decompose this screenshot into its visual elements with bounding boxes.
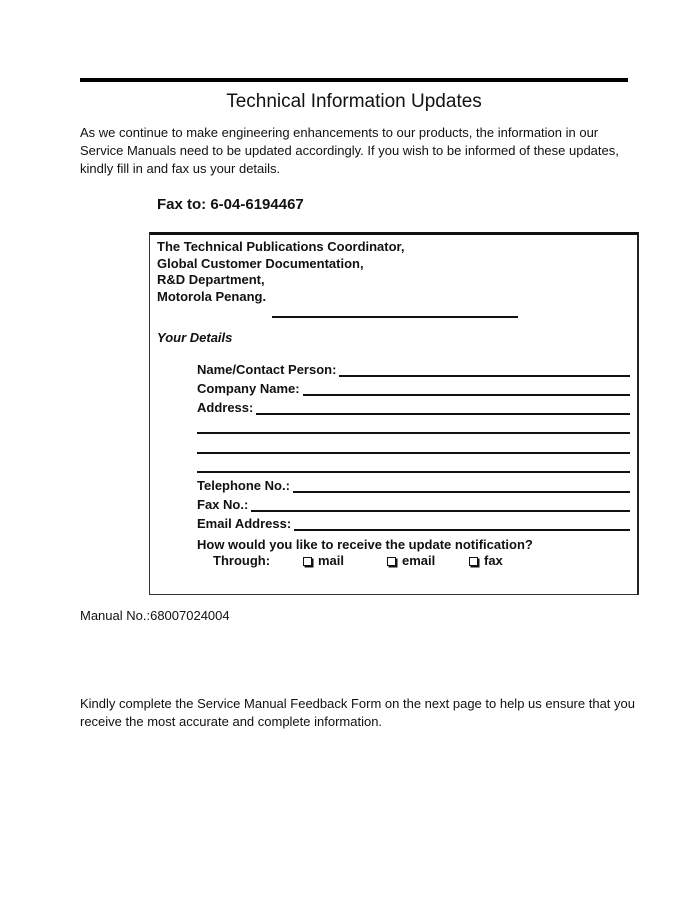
telephone-field-row: [197, 475, 630, 493]
recipient-address: [157, 239, 405, 305]
company-input[interactable]: [303, 394, 630, 396]
email-input[interactable]: [294, 529, 630, 531]
option-email-label: email: [402, 553, 436, 568]
email-label: Email Address:: [197, 516, 292, 531]
address-label: Address:: [197, 400, 254, 415]
option-mail[interactable]: [303, 553, 387, 568]
page-title: Technical Information Updates: [226, 91, 482, 112]
fax-number-heading: Fax to: 6-04-6194467: [157, 196, 304, 213]
checkbox-icon[interactable]: [303, 557, 312, 566]
option-mail-label: mail: [318, 553, 345, 568]
email-field-row: [197, 513, 630, 531]
your-details-heading: Your Details: [157, 330, 233, 345]
address-line-3-input[interactable]: [197, 452, 630, 454]
recipient-line: The Technical Publications Coordinator,: [157, 239, 405, 254]
fax-label: Fax No.:: [197, 497, 249, 512]
fax-input[interactable]: [251, 510, 630, 512]
closing-paragraph: Kindly complete the Service Manual Feedback Form on the next page to help us ensure that you receive the most accurate and complete information.: [80, 696, 635, 729]
recipient-line: Global Customer Documentation,: [157, 255, 364, 271]
company-label: Company Name:: [197, 381, 300, 396]
option-fax-label: fax: [484, 553, 503, 568]
recipient-line: R&D Department,: [157, 272, 265, 287]
separator-line: [272, 316, 518, 318]
telephone-input[interactable]: [293, 491, 630, 493]
top-rule-divider: [80, 78, 628, 82]
checkbox-icon[interactable]: [469, 557, 478, 566]
through-label: Through:: [213, 553, 271, 568]
manual-number: Manual No.:68007024004: [80, 608, 230, 623]
option-email[interactable]: [387, 553, 469, 568]
fax-field-row: [197, 494, 630, 512]
name-field-row: [197, 359, 630, 377]
name-input[interactable]: [339, 375, 630, 377]
notification-question: How would you like to receive the update notification?: [197, 537, 533, 552]
address-line-2-input[interactable]: [197, 432, 630, 434]
recipient-line: Motorola Penang.: [157, 288, 267, 304]
address-line-4-input[interactable]: [197, 471, 630, 473]
intro-paragraph: As we continue to make engineering enhancements to our products, the information in our Service Manuals need to be updated accordingly. If you wish to be informed of these updates, kindly fill in and fax us your details.: [80, 125, 619, 176]
checkbox-icon[interactable]: [387, 557, 396, 566]
telephone-label: Telephone No.:: [197, 478, 290, 493]
notification-options: [213, 553, 503, 568]
address-field-row: [197, 397, 630, 415]
company-field-row: [197, 378, 630, 396]
option-fax[interactable]: [469, 553, 503, 568]
name-label: Name/Contact Person:: [197, 362, 337, 377]
address-input[interactable]: [256, 413, 630, 415]
